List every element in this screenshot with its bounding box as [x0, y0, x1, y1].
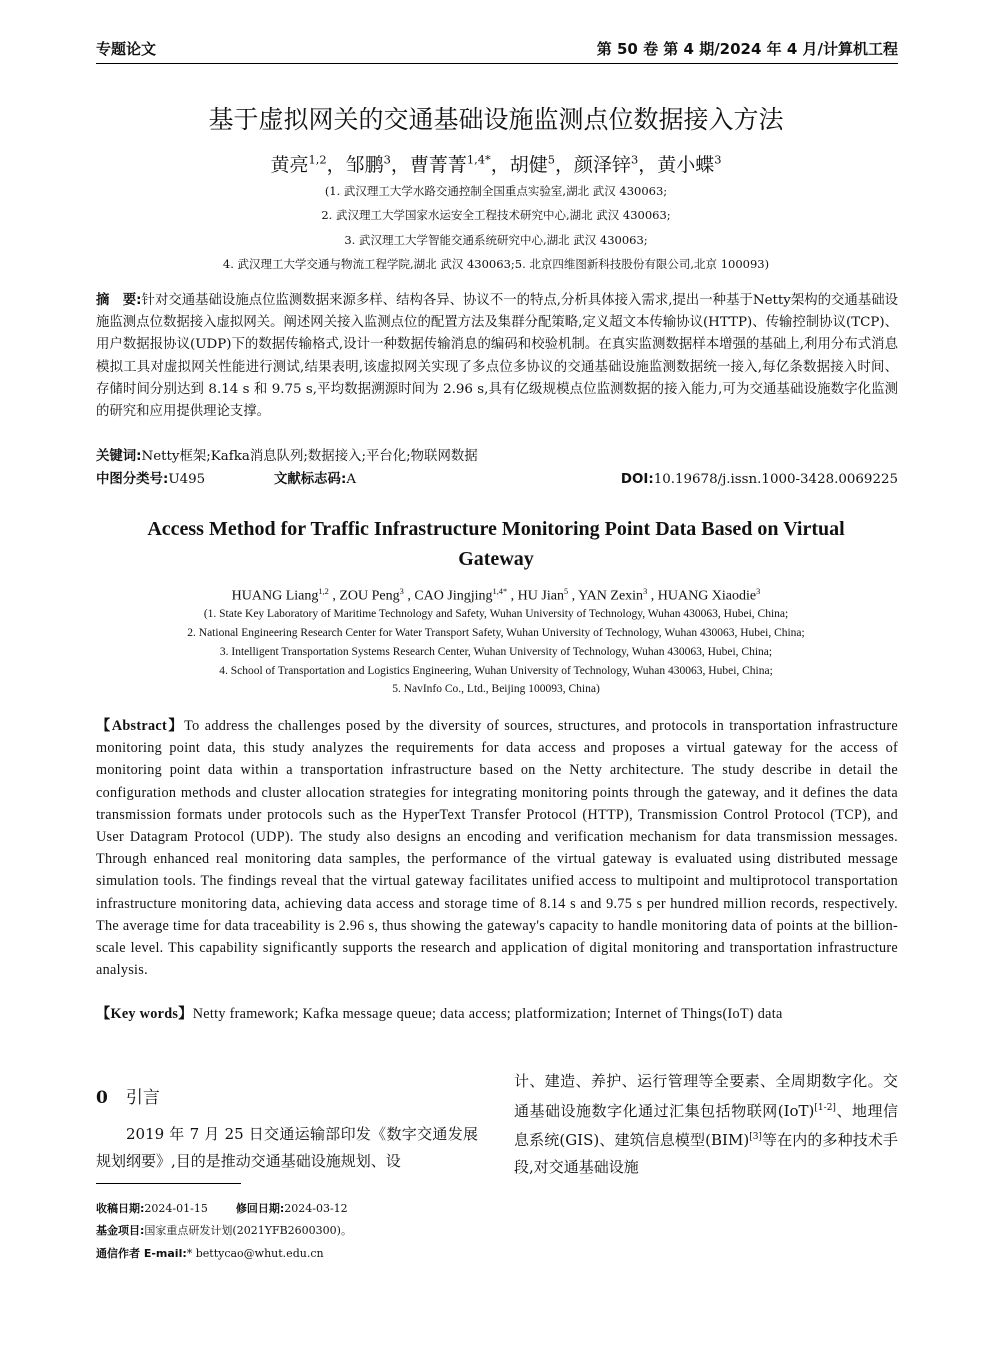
author-name: YAN Zexin: [578, 588, 644, 604]
section-heading: 0 引言: [96, 1088, 160, 1108]
doi-link[interactable]: 10.19678/j.issn.1000-3428.0069225: [653, 472, 898, 487]
paper-title: 基于虚拟网关的交通基础设施监测点位数据接入方法: [208, 105, 784, 134]
author-name: 邹鹏: [345, 154, 384, 176]
affiliation-2: 2. 武汉理工大学国家水运安全工程技术研究中心,湖北 武汉 430063;: [321, 208, 671, 222]
author-affiliation-mark: 5: [563, 587, 569, 596]
author-name: ZOU Peng: [339, 588, 400, 604]
abstract-cn: [96, 290, 898, 423]
author-name: 颜泽锌: [574, 154, 632, 176]
doc-code-label: 文献标志码:: [274, 472, 347, 487]
clc-label: 中图分类号:: [96, 472, 169, 487]
keywords-en-text: Netty framework; Kafka message queue; data access; platformization; Internet of Things(IoT) data: [192, 1006, 783, 1022]
keywords-cn: [96, 446, 898, 468]
author-affiliation-mark: 3: [399, 587, 404, 596]
author-affiliation-mark: 1,4*: [466, 152, 491, 167]
email-link[interactable]: * bettycao@whut.edu.cn: [186, 1247, 324, 1260]
en-affiliation-4: 4. School of Transportation and Logistics Engineering, Wuhan University of Technology, Wuhan 430063, Hubei, China;: [219, 665, 773, 677]
author-list: 黄亮$^{1,2}$，邹鹏$^3$，曹菁菁$^{1,4*}$，胡健$^5$，颜泽锌$^3$，黄小蝶$^3$: [270, 152, 722, 176]
author-affiliation-mark: 3: [631, 152, 639, 167]
doc-code-value: A: [346, 472, 356, 487]
clc-value: U495: [168, 472, 206, 487]
abstract-text: 针对交通基础设施点位监测数据来源多样、结构各异、协议不一的特点,分析具体接入需求,提出一种基于Netty架构的交通基础设施监测点位数据接入虚拟网关。阐述网关接入监测点位的配置方法及集群分配策略,定义超文本传输协议(HTTP)、传输控制协议(TCP)、用户数据报协议(UDP)下的数据传输格式,设计一种数据传输消息的编码和校验机制。在真实监测数据样本增强的基础上,利用分布式消息模拟工具对虚拟网关性能进行测试,结果表明,该虚拟网关实现了多点位多协议的交通基础设施监测数据统一接入,每亿条数据接入时间、存储时间分别达到 8.14 s 和 9.75 s,平均数据溯源时间为 2.96 s,具有亿级规模点位监测数据的接入能力,可为交通基础设施数字化监测的研究和应用提供理论支撑。: [96, 293, 898, 420]
abstract-en: [96, 715, 898, 981]
author-name: 黄亮: [270, 154, 309, 176]
citation-ref[interactable]: [1-2]: [814, 1102, 836, 1113]
classification-row: [96, 469, 898, 491]
author-name: HUANG Liang: [231, 588, 319, 604]
en-affiliation-1: (1. State Key Laboratory of Maritime Technology and Safety, Wuhan University of Technology, Wuhan 430063, Hubei, China;: [203, 608, 789, 620]
body-left-column: 2019 年 7 月 25 日交通运输部印发《数字交通发展规划纲要》,目的是推动交通基础设施规划、设: [96, 1125, 478, 1170]
author-affiliation-mark: 1,4*: [492, 587, 508, 596]
english-author-list: HUANG Liang$^{1,2}$ , ZOU Peng$^3$ , CAO Jingjing$^{1,4*}$ , HU Jian$^5$ , YAN Zexin$^3$ , HUANG Xiaodie$^3$: [231, 587, 761, 604]
author-name: 曹菁菁: [409, 154, 467, 176]
citation-ref[interactable]: [3]: [749, 1132, 762, 1142]
author-affiliation-mark: 5: [547, 152, 555, 167]
en-affiliation-5: 5. NavInfo Co., Ltd., Beijing 100093, China): [392, 683, 600, 695]
affiliation-4: 4. 武汉理工大学交通与物流工程学院,湖北 武汉 430063;5. 北京四维图新科技股份有限公司,北京 100093): [222, 257, 770, 271]
affiliation-3: 3. 武汉理工大学智能交通系统研究中心,湖北 武汉 430063;: [344, 233, 648, 247]
author-name: CAO Jingjing: [414, 588, 493, 604]
author-affiliation-mark: 3: [643, 587, 648, 596]
abstract-label: 摘 要:: [96, 293, 142, 308]
abstract-en-text: To address the challenges posed by the diversity of sources, structures, and protocols in transportation infrastructure monitoring point data, this study analyzes the requirements for data access and proposes a virtual gateway for the access of monitoring point data within a transportation infrastructure based on the Netty architecture. The study describe in detail the configuration methods and cluster allocation strategies for integrating monitoring points through the gateway, and it defines the data transmission formats under protocols such as the HyperText Transfer Protocol (HTTP), Transmission Control Protocol (TCP), and User Datagram Protocol (UDP). The study also designs an encoding and verification mechanism for data transmission messages. Through enhanced real monitoring data samples, the performance of the virtual gateway is evaluated using distributed message simulation tools. The findings reveal that the virtual gateway facilitates unified access to multipoint and multiprotocol transportation infrastructure monitoring data, achieving data access and storage time of 8.14 s and 9.75 s per hundred million records, respectively. The average time for data traceability is 2.96 s, thus showing the gateway's capacity to handle monitoring data of points at the billion-scale level. This capability significantly supports the research and application of digital monitoring and transportation infrastructure analysis.: [96, 718, 898, 979]
keywords-en-label: 【Key words】: [96, 1006, 193, 1022]
footnote-dates: 收稿日期:2024-01-15 修回日期:2024-03-12: [96, 1202, 348, 1215]
section-label: 专题论文: [96, 40, 157, 58]
en-affiliation-2: 2. National Engineering Research Center for Water Transport Safety, Wuhan University of Technology, Wuhan 430063, Hubei, China;: [187, 627, 805, 639]
english-title: Access Method for Traffic Infrastructure Monitoring Point Data Based on Virtual Gateway: [147, 518, 845, 570]
footnote-fund: 基金项目:国家重点研发计划(2021YFB2600300)。: [96, 1224, 352, 1237]
author-name: HU Jian: [517, 588, 564, 604]
keywords-label: 关键词:: [96, 449, 142, 464]
author-name: HUANG Xiaodie: [657, 588, 757, 604]
author-name: 胡健: [509, 154, 548, 176]
body-right-column: 计、建造、养护、运行管理等全要素、全周期数字化。交通基础设施数字化通过汇集包括物联网(IoT)[1-2]、地理信息系统(GIS)、建筑信息模型(BIM)[3]等在内的多种技术手段,对交通基础设施: [514, 1072, 898, 1176]
author-affiliation-mark: 3: [383, 152, 391, 167]
keywords-text: Netty框架;Kafka消息队列;数据接入;平台化;物联网数据: [141, 449, 478, 464]
footnote-email: 通信作者 E-mail:* bettycao@whut.edu.cn: [96, 1247, 324, 1260]
doi-label: DOI:: [620, 472, 654, 487]
author-affiliation-mark: 1,2: [308, 152, 327, 167]
header-rule: [96, 63, 898, 64]
author-name: 黄小蝶: [657, 154, 715, 176]
abstract-en-label: 【Abstract】: [96, 718, 185, 734]
author-affiliation-mark: 1,2: [318, 587, 329, 596]
journal-info: 第 50 卷 第 4 期/2024 年 4 月/计算机工程: [596, 40, 898, 58]
footnote-rule: [96, 1183, 241, 1184]
en-affiliation-3: 3. Intelligent Transportation Systems Research Center, Wuhan University of Technology, Wuhan 430063, Hubei, China;: [219, 646, 773, 658]
author-affiliation-mark: 3: [714, 152, 722, 167]
author-affiliation-mark: 3: [756, 587, 761, 596]
affiliation-1: (1. 武汉理工大学水路交通控制全国重点实验室,湖北 武汉 430063;: [324, 184, 668, 198]
keywords-en: [96, 1003, 898, 1025]
